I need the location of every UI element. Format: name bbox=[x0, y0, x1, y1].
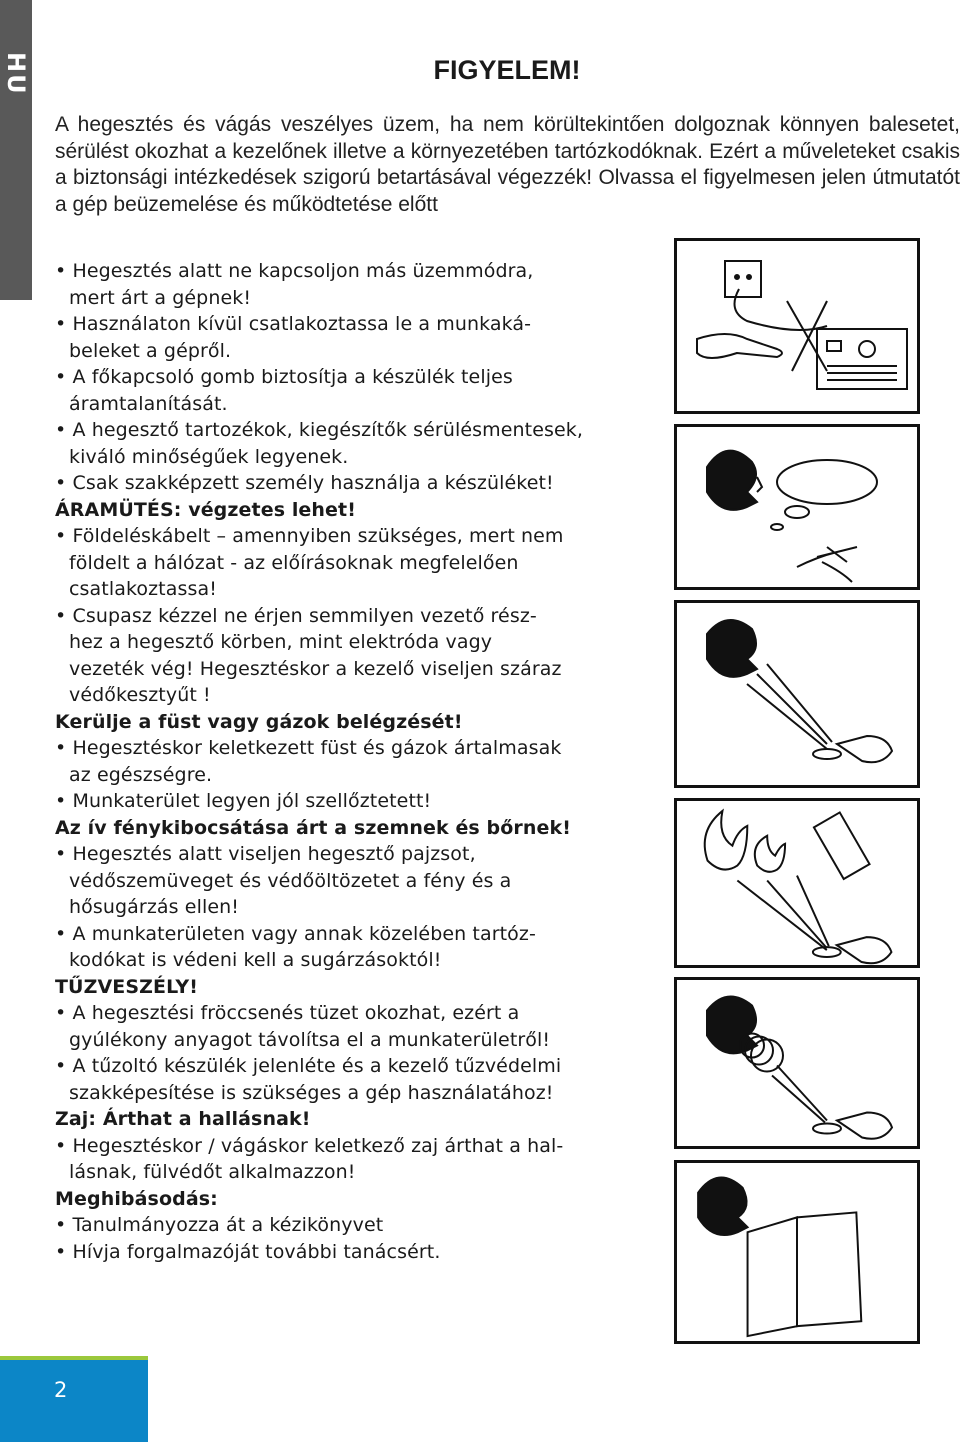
text-line: Hegesztéskor / vágáskor keletkező zaj árthat a hal- bbox=[72, 1134, 564, 1157]
page-number: 2 bbox=[54, 1378, 68, 1402]
text-line: Hegesztéskor keletkezett füst és gázok ártalmasak bbox=[72, 737, 562, 759]
language-tab-label: HU bbox=[2, 52, 30, 96]
text-line: Az ív fénykibocsátása árt a szemnek és bőrnek! bbox=[55, 816, 571, 839]
text-line: Hegesztés alatt viseljen hegesztő pajzsot, bbox=[72, 843, 476, 865]
text-line: Munkaterület legyen jól szellőztetett! bbox=[72, 790, 432, 812]
text-line: kodókat is védeni kell a sugárzásoktól! bbox=[69, 949, 442, 971]
text-line: mert árt a gépnek! bbox=[69, 286, 252, 309]
section-heading bbox=[55, 709, 655, 736]
text-line: Csupasz kézzel ne érjen semmilyen vezető rész- bbox=[72, 604, 537, 627]
list-item bbox=[55, 603, 655, 709]
text-line: A hegesztési fröccsenés tüzet okozhat, ezért a bbox=[72, 1002, 520, 1024]
breathing-fumes-illustration bbox=[674, 424, 920, 590]
text-line: szakképesítése is szükséges a gép használatához! bbox=[69, 1081, 554, 1104]
page-footer bbox=[0, 1356, 148, 1442]
list-item bbox=[55, 470, 655, 497]
list-item bbox=[55, 841, 655, 921]
text-line: ÁRAMÜTÉS: végzetes lehet! bbox=[55, 498, 356, 521]
text-line: gyúlékony anyagot távolítsa el a munkaterületről! bbox=[69, 1028, 551, 1051]
text-line: Zaj: Árthat a hallásnak! bbox=[55, 1108, 311, 1130]
list-item bbox=[55, 788, 655, 815]
text-line: Meghibásodás: bbox=[55, 1187, 218, 1210]
text-line: Csak szakképzett személy használja a készüléket! bbox=[72, 472, 554, 494]
intro-paragraph: A hegesztés és vágás veszélyes üzem, ha nem körültekintően dolgoznak könnyen balesetet, sérülést okozhat a kezelőnek illetve a környezetében tartózkodóknak. Ezért a műveleteket csakis a biztonsági intézkedések szigorú betartásával végezzék! Olvassa el figyelmesen jelen útmutatót a gép beüzemelése és működtetése előtt bbox=[55, 113, 960, 216]
text-line: Hegesztés alatt ne kapcsoljon más üzemmódra, bbox=[72, 260, 534, 282]
list-item bbox=[55, 364, 655, 417]
list-item bbox=[55, 1053, 655, 1106]
read-manual-illustration bbox=[674, 1160, 920, 1344]
fire-hazard-illustration bbox=[674, 798, 920, 968]
text-line: A hegesztő tartozékok, kiegészítők sérülésmentesek, bbox=[72, 419, 584, 441]
section-heading bbox=[55, 497, 655, 524]
section-heading bbox=[55, 1186, 655, 1213]
text-line: csatlakoztassa! bbox=[69, 578, 217, 600]
safety-list bbox=[55, 258, 655, 1265]
text-line: TŰZVESZÉLY! bbox=[55, 975, 198, 998]
list-item bbox=[55, 258, 655, 311]
page-title: FIGYELEM! bbox=[433, 55, 581, 85]
list-item bbox=[55, 1212, 655, 1239]
list-item bbox=[55, 311, 655, 364]
text-line: hősugárzás ellen! bbox=[69, 896, 239, 918]
text-line: A munkaterületen vagy annak közelében tartóz- bbox=[72, 922, 536, 945]
list-item bbox=[55, 523, 655, 603]
list-item bbox=[55, 921, 655, 974]
text-line: A főkapcsoló gomb biztosítja a készülék teljes bbox=[72, 366, 513, 388]
list-item bbox=[55, 1239, 655, 1266]
text-line: kiváló minőségűek legyenek. bbox=[69, 445, 349, 468]
section-heading bbox=[55, 974, 655, 1001]
text-line: beleket a gépről. bbox=[69, 339, 232, 362]
text-line: az egészségre. bbox=[69, 763, 213, 786]
welding-mask-illustration bbox=[674, 977, 920, 1149]
text-line: Hívja forgalmazóját további tanácsért. bbox=[72, 1240, 441, 1263]
text-line: vezeték vég! Hegesztéskor a kezelő viseljen száraz bbox=[69, 657, 562, 680]
text-line: földelt a hálózat - az előírásoknak megfelelően bbox=[69, 551, 519, 574]
text-line: védőkesztyűt ! bbox=[69, 684, 211, 706]
text-line: Tanulmányozza át a kézikönyvet bbox=[72, 1214, 384, 1236]
text-line: Földeléskábelt – amennyiben szükséges, mert nem bbox=[72, 525, 564, 547]
list-item bbox=[55, 735, 655, 788]
text-line: hez a hegesztő körben, mint elektróda vagy bbox=[69, 631, 493, 653]
text-line: védőszemüveget és védőöltözetet a fény és a bbox=[69, 869, 512, 892]
text-line: Használaton kívül csatlakoztassa le a munkaká- bbox=[72, 313, 532, 335]
list-item bbox=[55, 1133, 655, 1186]
unplug-cable-illustration bbox=[674, 238, 920, 414]
language-tab bbox=[0, 0, 32, 300]
section-heading bbox=[55, 815, 655, 842]
text-line: lásnak, fülvédőt alkalmazzon! bbox=[69, 1161, 356, 1183]
text-line: áramtalanítását. bbox=[69, 392, 228, 415]
list-item bbox=[55, 1000, 655, 1053]
section-heading bbox=[55, 1106, 655, 1133]
text-line: Kerülje a füst vagy gázok belégzését! bbox=[55, 710, 463, 733]
arc-light-eyes-illustration bbox=[674, 600, 920, 788]
text-line: A tűzoltó készülék jelenléte és a kezelő tűzvédelmi bbox=[72, 1055, 562, 1077]
list-item bbox=[55, 417, 655, 470]
